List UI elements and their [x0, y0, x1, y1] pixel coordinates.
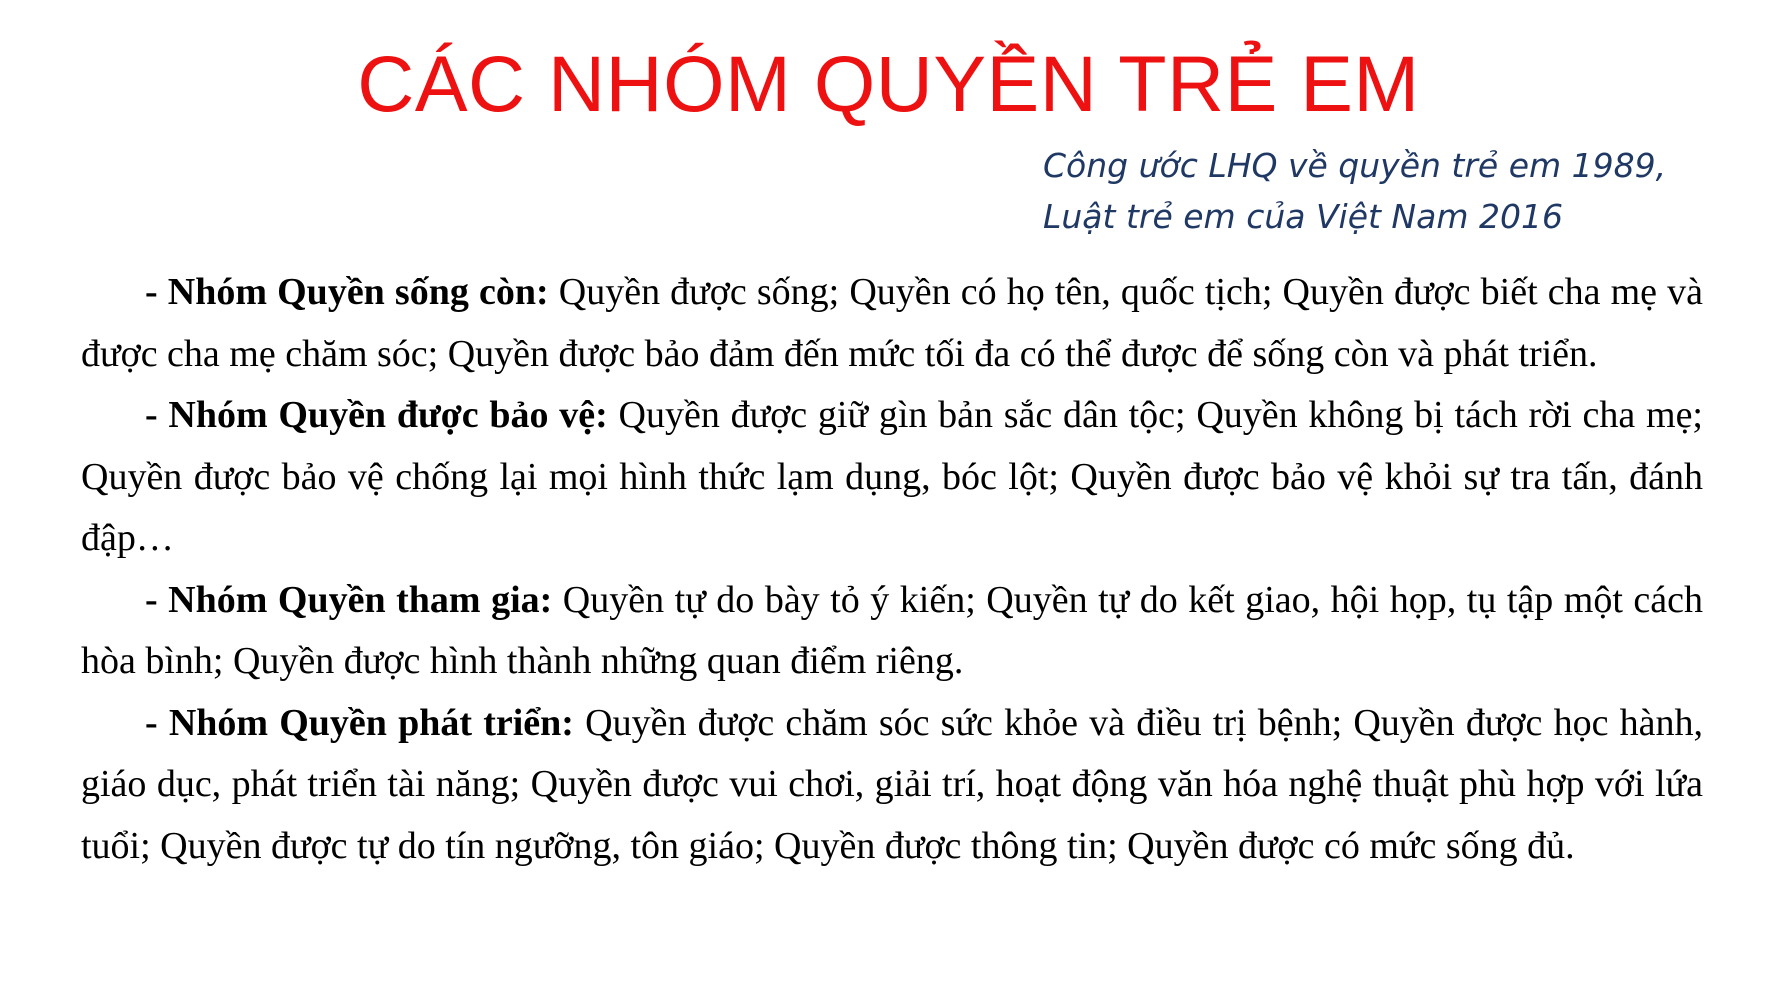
group-participation	[81, 570, 1703, 693]
group-protection	[81, 385, 1703, 570]
source-line-2: Luật trẻ em của Việt Nam 2016	[1043, 197, 1563, 236]
group-text: Quyền được chăm sóc sức khỏe và điều trị bệnh; Quyền được học hành, giáo dục, phát triển tài năng; Quyền được vui chơi, giải trí, hoạt động văn hóa nghệ thuật phù hợp với lứa tuổi; Quyền được tự do tín ngưỡng, tôn giáo; Quyền được thông tin; Quyền được có mức sống đủ.	[81, 701, 1703, 867]
group-heading: - Nhóm Quyền sống còn:	[145, 271, 549, 313]
group-text: Quyền được giữ gìn bản sắc dân tộc; Quyền không bị tách rời cha mẹ; Quyền được bảo vệ chống lại mọi hình thức lạm dụng, bóc lột; Quyền được bảo vệ khỏi sự tra tấn, đánh đập…	[81, 394, 1703, 559]
group-development	[81, 693, 1703, 878]
page-title: CÁC NHÓM QUYỀN TRẺ EM	[357, 39, 1420, 128]
group-heading: - Nhóm Quyền tham gia:	[145, 578, 553, 621]
group-heading: - Nhóm Quyền được bảo vệ:	[145, 394, 608, 436]
group-heading: - Nhóm Quyền phát triển:	[145, 701, 574, 744]
group-text: Quyền được sống; Quyền có họ tên, quốc tịch; Quyền được biết cha mẹ và được cha mẹ chăm sóc; Quyền được bảo đảm đến mức tối đa có thể được để sống còn và phát triển.	[81, 271, 1704, 375]
source-line-1: Công ước LHQ về quyền trẻ em 1989,	[1043, 146, 1667, 185]
group-text: Quyền tự do bày tỏ ý kiến; Quyền tự do kết giao, hội họp, tụ tập một cách hòa bình; Quyền được hình thành những quan điểm riêng.	[81, 578, 1703, 682]
source-citation	[1043, 140, 1666, 242]
rights-groups	[81, 262, 1703, 877]
group-survival	[81, 262, 1703, 385]
